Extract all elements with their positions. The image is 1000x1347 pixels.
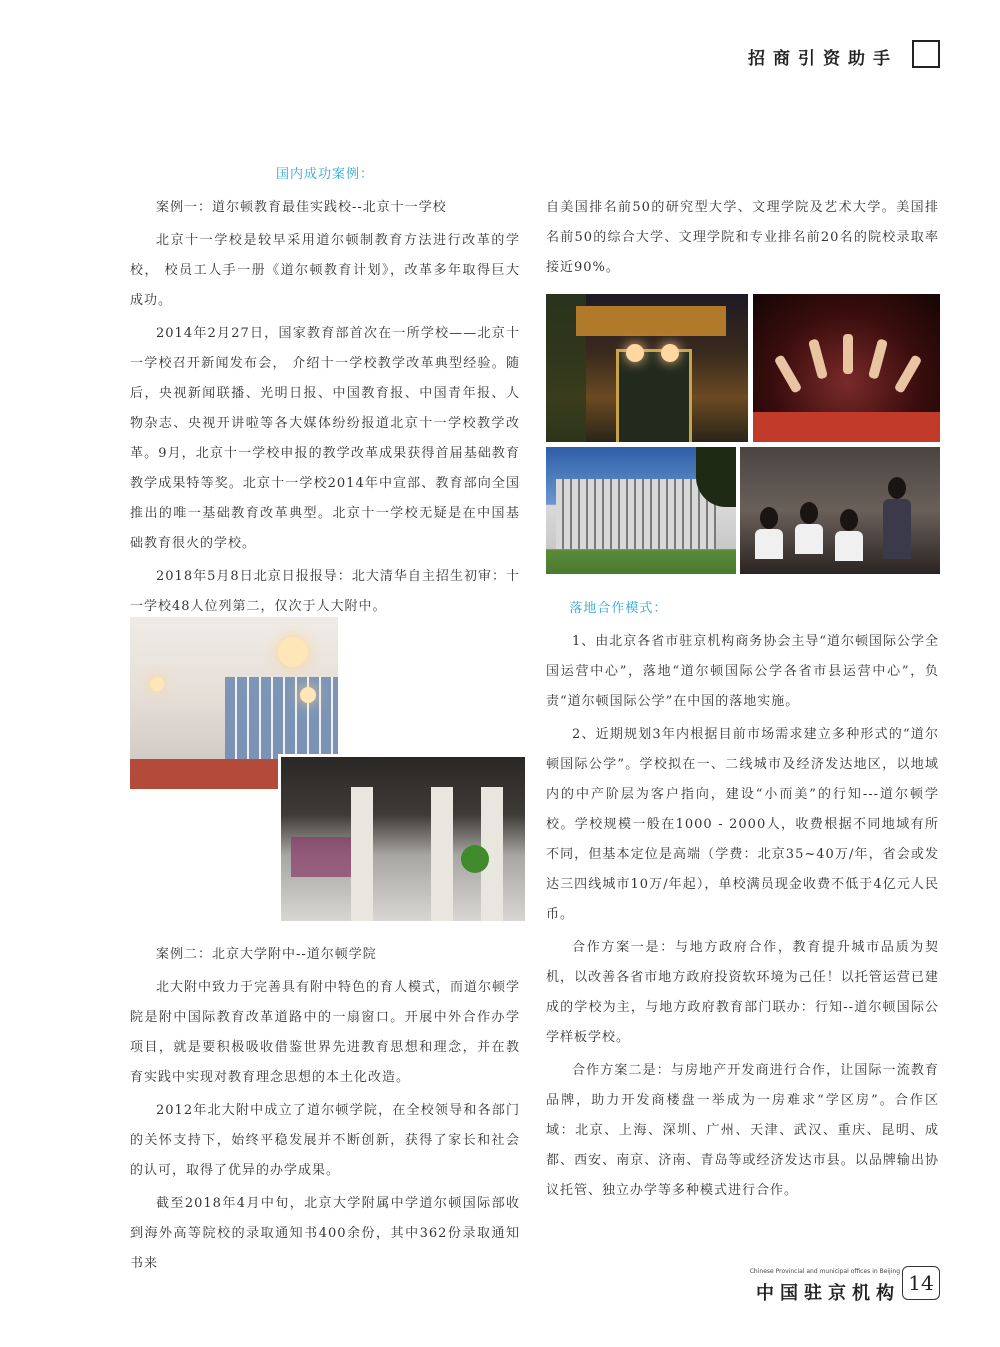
school-gate-photo: [546, 294, 748, 442]
paragraph: 合作方案二是：与房地产开发商进行合作，让国际一流教育品牌，助力开发商楼盘一举成为一房难求“学区房”。合作区域：北京、上海、深圳、广州、天津、武汉、重庆、昆明、成都、西安、南京、济南、青岛等或经济发达市县。以品牌输出协议托管、独立办学等多种模式进行合作。: [546, 1063, 939, 1198]
paragraph: 1、由北京各省市驻京机构商务协会主导“道尔顿国际公学全国运营中心”，落地“道尔顿国际公学各省市县运营中心”，负责“道尔顿国际公学”在中国的落地实施。: [546, 634, 939, 709]
students-classroom-photo: [740, 447, 940, 574]
right-column: [546, 594, 939, 1209]
section-title-cooperation-model: 落地合作模式：: [569, 601, 668, 616]
case1-title: 案例一：道尔顿教育最佳实践校--北京十一学校: [156, 200, 447, 215]
paragraph: 合作方案一是：与地方政府合作，教育提升城市品质为契机，以改善各省市地方政府投资软环境为己任！以托管运营已建成的学校为主，与地方政府教育部门联办：行知--道尔顿国际公学样板学校。: [546, 940, 939, 1045]
left-column: [130, 160, 520, 625]
footer-chinese-title: 中国驻京机构: [756, 1283, 900, 1304]
left-column-lower: [130, 940, 520, 1282]
paragraph: 2018年5月8日北京日报报导：北大清华自主招生初审：十一学校48人位列第二，仅次于人大附中。: [130, 569, 520, 614]
dining-hall-photo: [278, 754, 528, 924]
paragraph: 2014年2月27日，国家教育部首次在一所学校——北京十一学校召开新闻发布会， 介绍十一学校教学改革典型经验。随后，央视新闻联播、光明日报、中国教育报、中国青年报、人物杂志、央视开讲啦等各大媒体纷纷报道北京十一学校教学改革。9月，北京十一学校申报的教学改革成果获得首届基础教育教学成果特等奖。北京十一学校2014年中宣部、教育部向全国推出的唯一基础教育改革典型。北京十一学校无疑是在中国基础教育很火的学校。: [130, 326, 520, 551]
case2-title: 案例二：北京大学附中--道尔顿学院: [156, 947, 377, 962]
dance-performance-photo: [753, 294, 940, 442]
paragraph: 2、近期规划3年内根据目前市场需求建立多种形式的“道尔顿国际公学”。学校拟在一、二线城市及经济发达地区，以地域内的中产阶层为客户指向，建设“小而美”的行知---道尔顿学校。学校规模一般在1000 - 2000人，收费根据不同地域有所不同，但基本定位是高端（学费：北京35~40万/年，省会或发达三四线城市10万/年起），单校满员现金收费不低于4亿元人民币。: [546, 727, 939, 922]
header-title: 招商引资助手: [748, 49, 898, 69]
page-number: 14: [902, 1266, 940, 1300]
paragraph: 截至2018年4月中旬，北京大学附属中学道尔顿国际部收到海外高等院校的录取通知书400余份，其中362份录取通知书来: [130, 1196, 520, 1271]
paragraph: 北京十一学校是较早采用道尔顿制教育方法进行改革的学校， 校员工人手一册《道尔顿教育计划》，改革多年取得巨大成功。: [130, 233, 520, 308]
header-square-icon: [912, 40, 940, 68]
section-title-domestic-cases: 国内成功案例：: [275, 167, 374, 182]
school-building-photo: [546, 447, 736, 574]
footer-english-title: Chinese Provincial and municipal offices in Beijing: [749, 1268, 900, 1275]
paragraph-continued: 自美国排名前50的研究型大学、文理学院及艺术大学。美国排名前50的综合大学、文理学院和专业排名前20名的院校录取率接近90%。: [546, 200, 939, 275]
right-column-top: [546, 193, 939, 286]
paragraph: 北大附中致力于完善具有附中特色的育人模式，而道尔顿学院是附中国际教育改革道路中的一扇窗口。开展中外合作办学项目，就是要积极吸收借鉴世界先进教育思想和理念，并在教育实践中实现对教育理念思想的本土化改造。: [130, 980, 521, 1085]
paragraph: 2012年北大附中成立了道尔顿学院，在全校领导和各部门的关怀支持下，始终平稳发展并不断创新，获得了家长和社会的认可，取得了优异的办学成果。: [130, 1103, 520, 1178]
